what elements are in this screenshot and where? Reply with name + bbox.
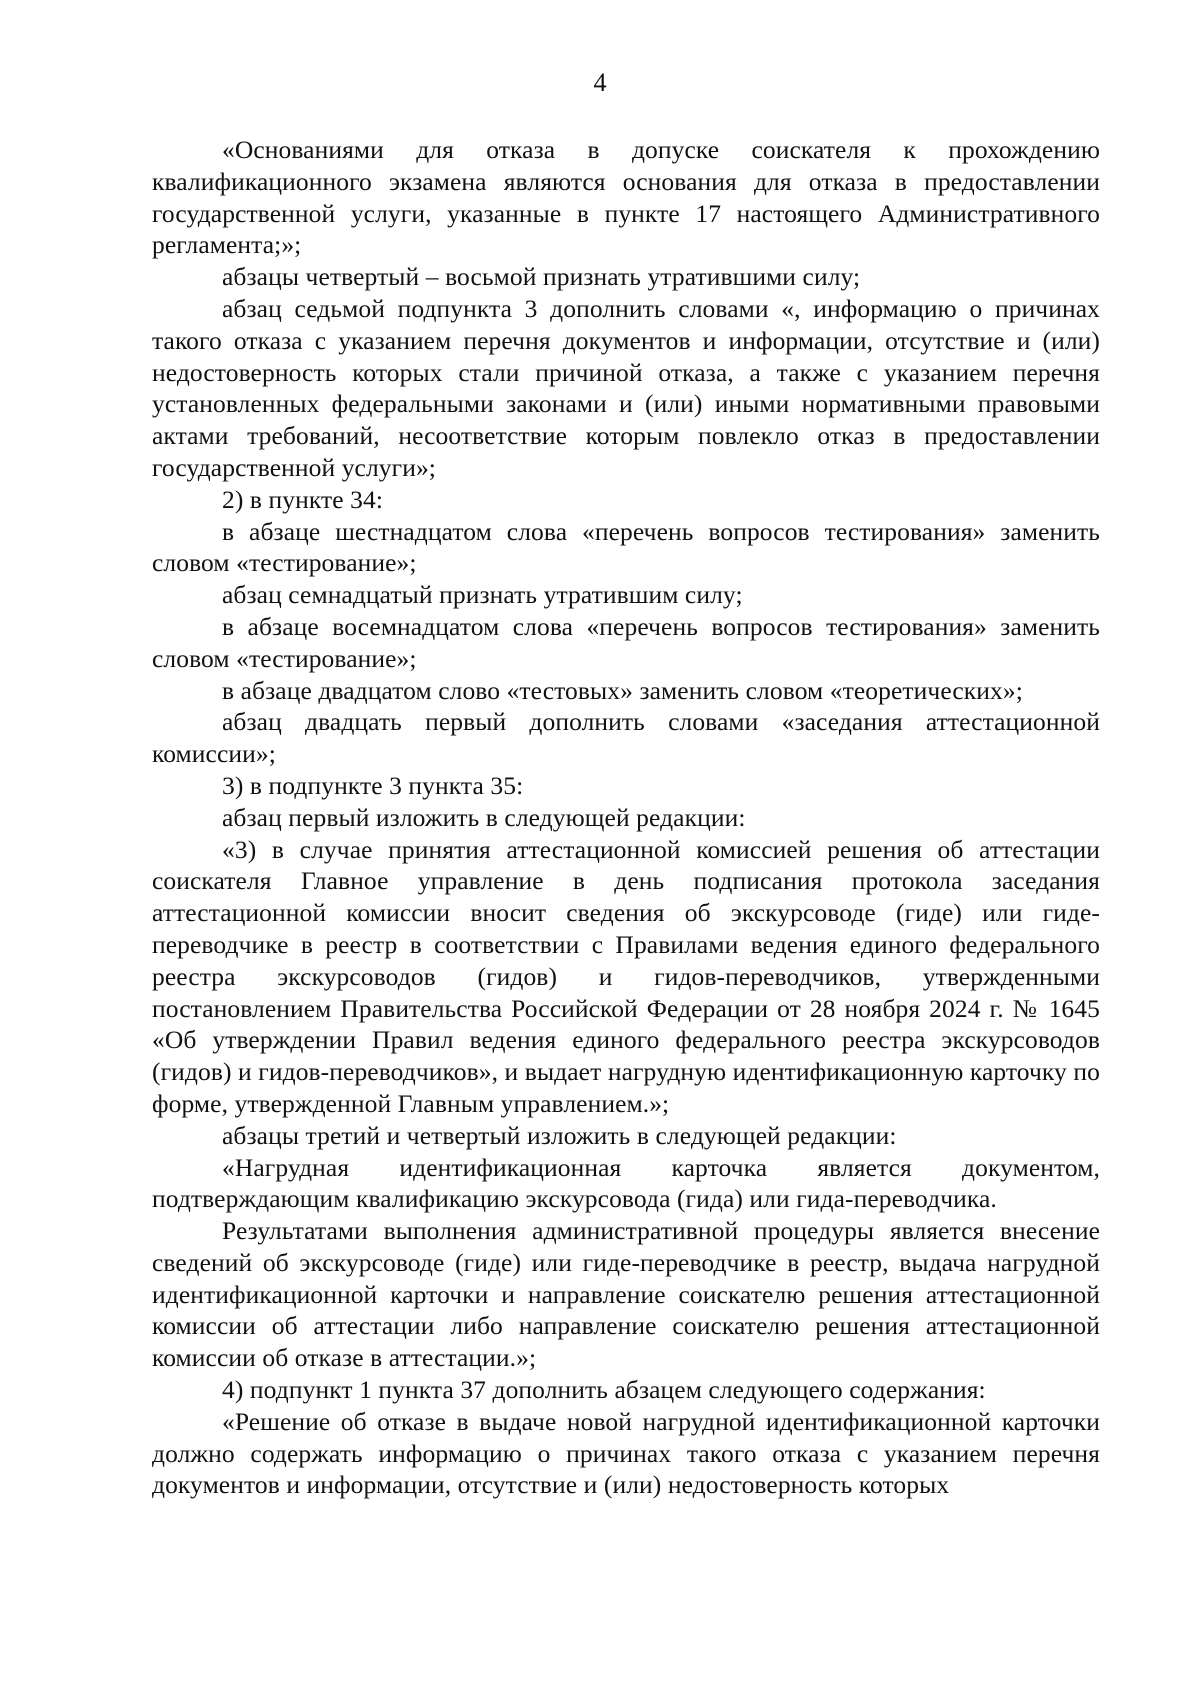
- paragraph-item-3-heading: 3) в подпункте 3 пункта 35:: [222, 770, 524, 800]
- paragraph-item-2-heading: 2) в пункте 34:: [222, 484, 384, 514]
- page-number: 4: [593, 68, 607, 97]
- paragraph-item-4-heading: 4) подпункт 1 пункта 37 дополнить абзацем следующего содержания:: [222, 1375, 986, 1405]
- paragraph-abzac-16: в абзаце шестнадцатом слова «перечень вопросов тестирования» заменить словом «тестирование»;: [152, 516, 1100, 578]
- document-body: [152, 134, 1100, 1501]
- paragraph-abzacy-3-4-new-edition: абзацы третий и четвертый изложить в следующей редакции:: [222, 1120, 897, 1150]
- paragraph-badge-document: «Нагрудная идентификационная карточка является документом, подтверждающим квалификацию экскурсовода (гида) или гида-переводчика.: [152, 1152, 1100, 1214]
- paragraph-procedure-results: Результатами выполнения административной процедуры является внесение сведений об экскурсоводе (гиде) или гиде-переводчике в реестр, выдача нагрудной идентификационной карточки и направление соискателю решения аттестационной комиссии об аттестации либо направление соискателю решения аттестационной комиссии об отказе в аттестации.»;: [152, 1216, 1100, 1373]
- paragraph-abzac-21: абзац двадцать первый дополнить словами «заседания аттестационной комиссии»;: [152, 707, 1100, 769]
- paragraph-grounds-for-refusal: «Основаниями для отказа в допуске соискателя к прохождению квалификационного экзамена являются основания для отказа в предоставлении государственной услуги, указанные в пункте 17 настоящего Административного регламента;»;: [152, 135, 1100, 260]
- paragraph-refusal-new-badge: «Решение об отказе в выдаче новой нагрудной идентификационной карточки должно содержать информацию о причинах такого отказа с указанием перечня документов и информации, отсутствие и (или) недостоверность которых: [152, 1406, 1100, 1500]
- paragraph-abzac-1-new-edition: абзац первый изложить в следующей редакции:: [222, 802, 746, 832]
- paragraph-abzacy-4-8: абзацы четвертый – восьмой признать утратившими силу;: [222, 262, 861, 292]
- paragraph-abzac-7-supplement: абзац седьмой подпункта 3 дополнить словами «, информацию о причинах такого отказа с указанием перечня документов и информации, отсутствие и (или) недостоверность которых стали причиной отказа, а также с указанием перечня установленных федеральными законами и (или) иными нормативными правовыми актами требований, несоответствие которым повлекло отказ в предоставлении государственной услуги»;: [152, 293, 1100, 482]
- paragraph-attestation-decision: «3) в случае принятия аттестационной комиссией решения об аттестации соискателя Главное управление в день подписания протокола заседания аттестационной комиссии вносит сведения об экскурсоводе (гиде) или гиде-переводчике в реестр в соответствии с Правилами ведения единого федерального реестра экскурсоводов (гидов) и гидов-переводчиков, утвержденными постановлением Правительства Российской Федерации от 28 ноября 2024 г. № 1645 «Об утверждении Правил ведения единого федерального реестра экскурсоводов (гидов) и гидов-переводчиков», и выдает нагрудную идентификационную карточку по форме, утвержденной Главным управлением.»;: [152, 834, 1100, 1118]
- paragraph-abzac-17: абзац семнадцатый признать утратившим силу;: [222, 580, 743, 610]
- paragraph-abzac-18: в абзаце восемнадцатом слова «перечень вопросов тестирования» заменить словом «тестирование»;: [152, 611, 1100, 673]
- paragraph-abzac-20: в абзаце двадцатом слово «тестовых» заменить словом «теоретических»;: [222, 675, 1023, 705]
